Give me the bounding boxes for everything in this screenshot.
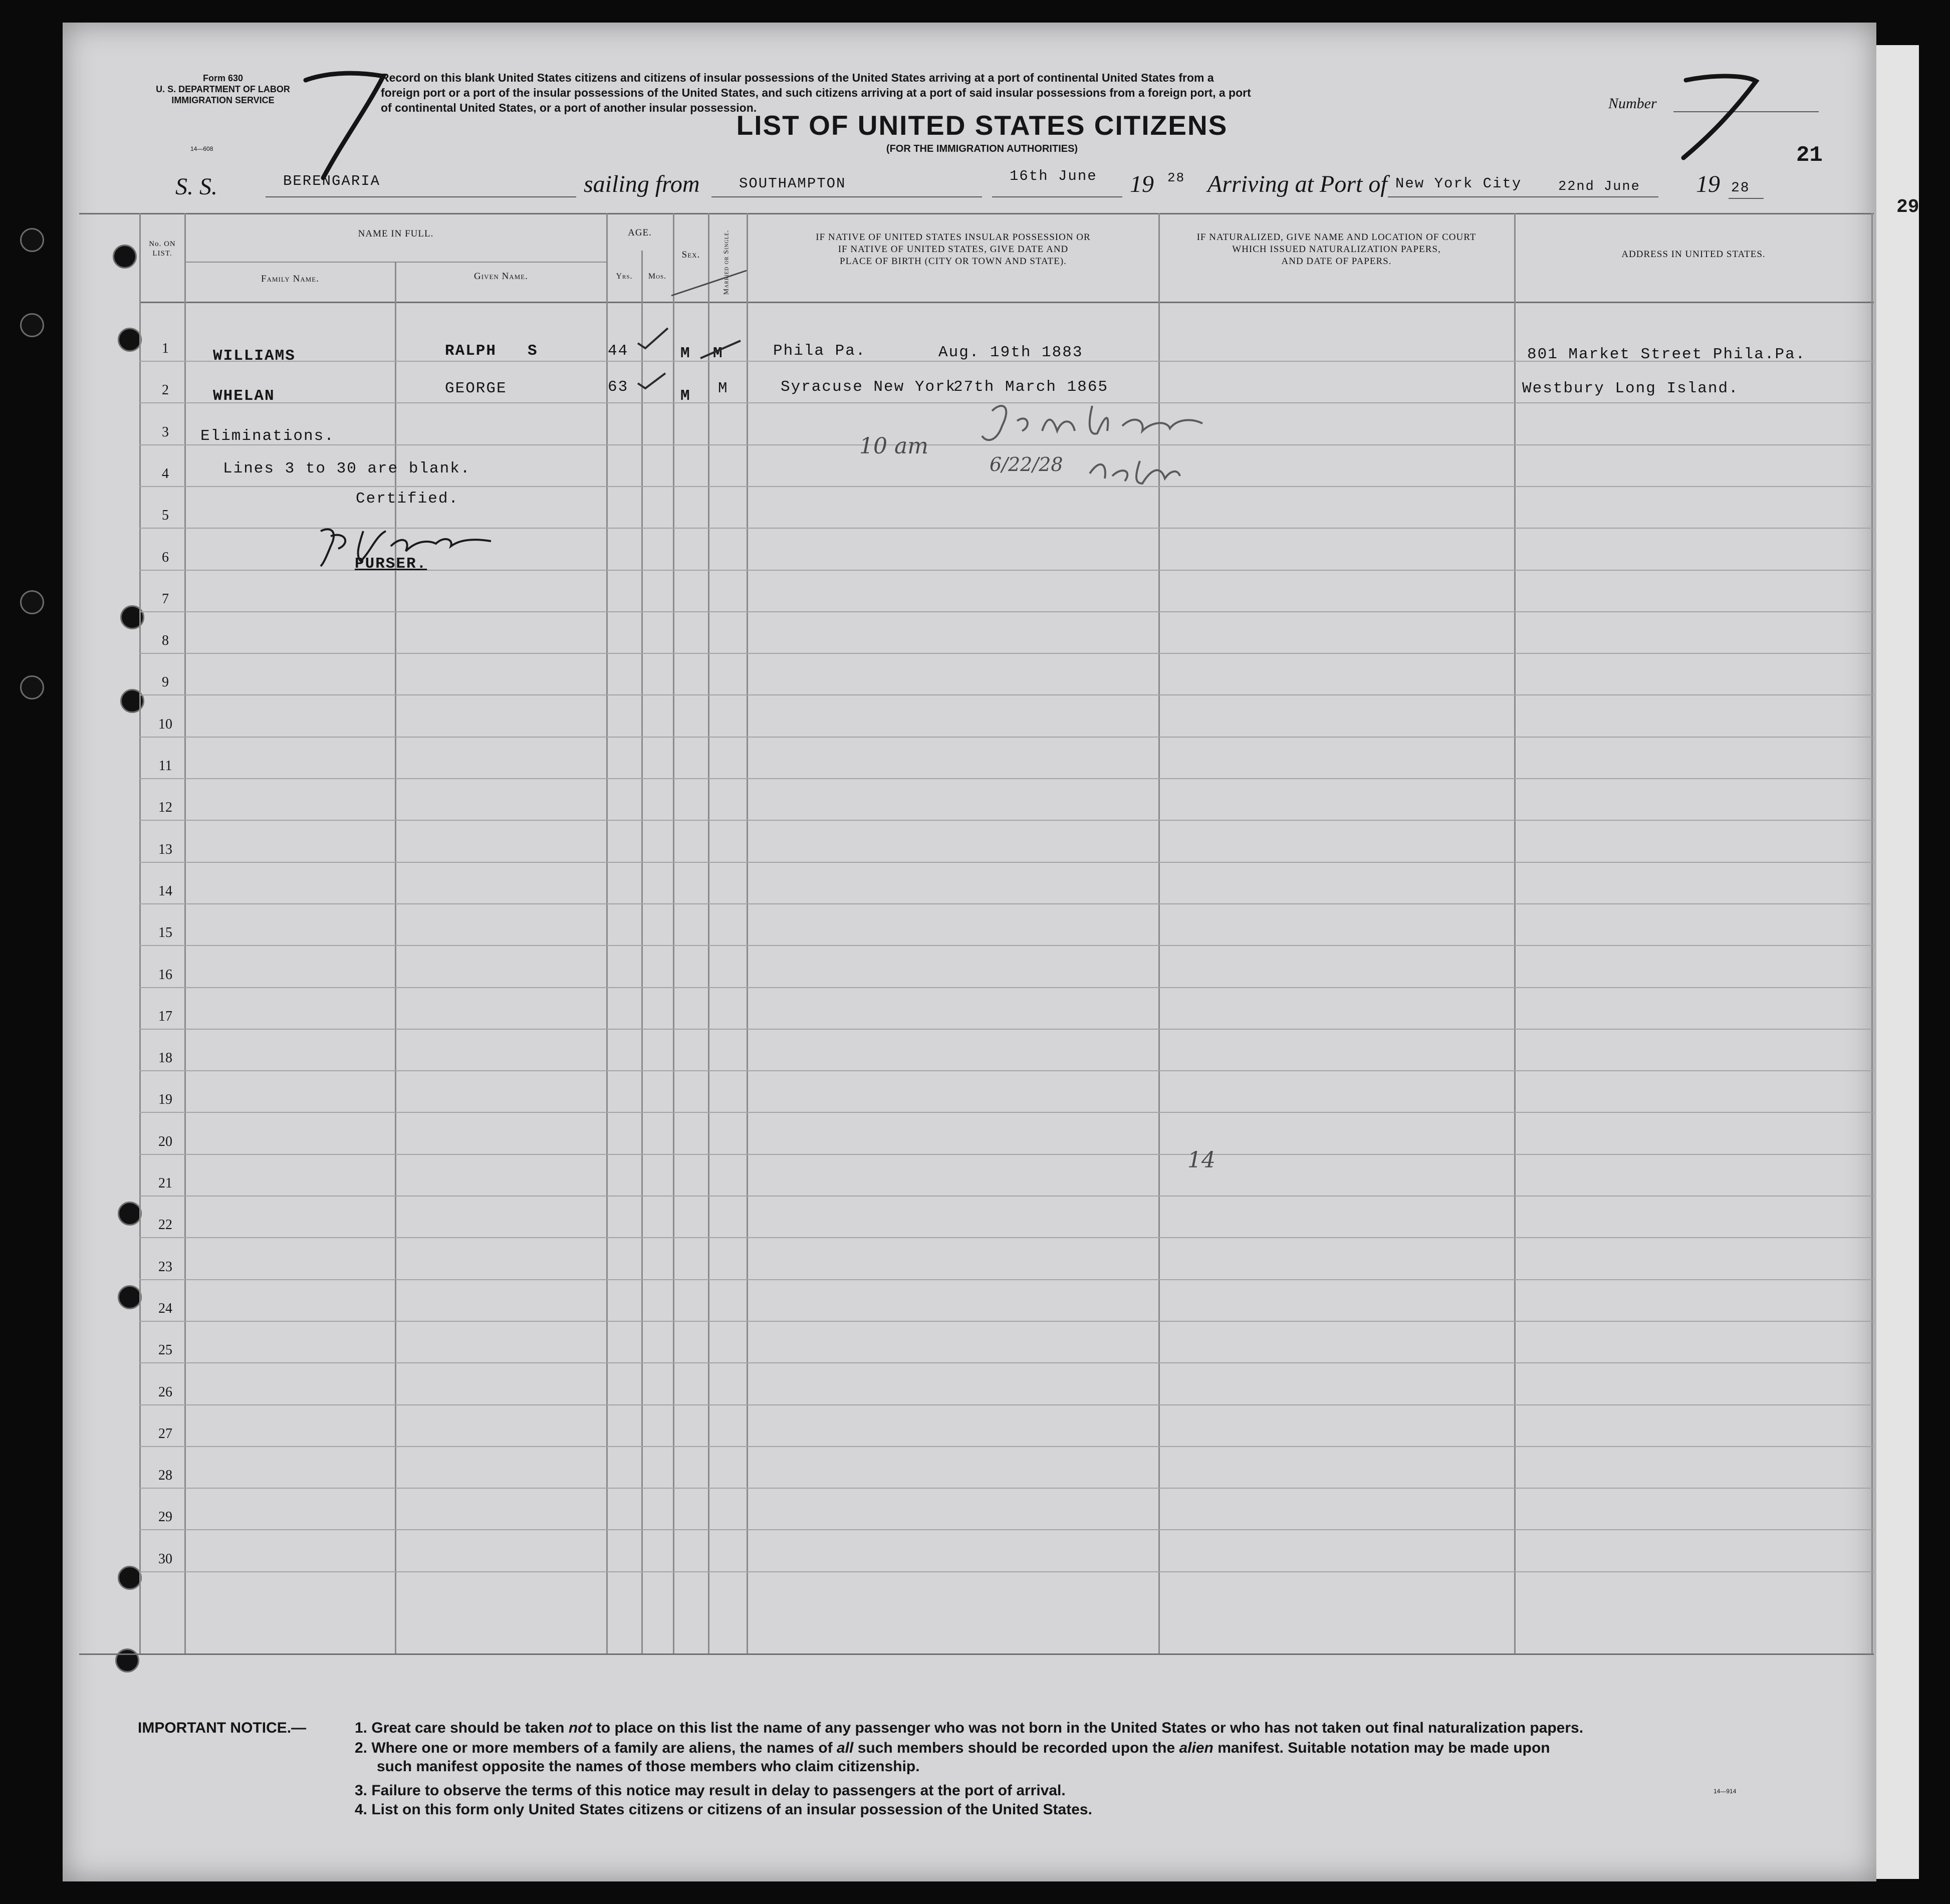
notice-text: 2. Where one or more members of a family are aliens, the names of [355,1740,837,1756]
row-number: 21 [158,1175,172,1191]
row-number: 4 [162,466,169,482]
departure-year-prefix: 19 [1130,171,1154,197]
row-number: 20 [158,1134,172,1149]
form-instructions [381,70,1533,115]
service-name: IMMIGRATION SERVICE [171,95,275,105]
time-note: 10 am [859,433,928,459]
passenger-2-birth-date[interactable]: 27th March 1865 [953,378,1109,396]
form-subtitle: (FOR THE IMMIGRATION AUTHORITIES) [886,143,1078,154]
instruction-line: Record on this blank United States citizens and citizens of insular possessions of the United States arriving at a port of continental United States from a [381,71,1214,84]
row-rule [139,1404,1874,1405]
row-rule [139,1488,1874,1489]
row-rule [139,1446,1874,1447]
form-print-code: 14—608 [190,145,213,152]
header-naturalized-line: IF NATURALIZED, GIVE NAME AND LOCATION OF COURT [1196,232,1477,243]
row-number: 24 [158,1301,172,1316]
row-number: 16 [158,967,172,983]
notice-item-2 [355,1739,1550,1757]
row-number: 1 [162,341,169,356]
header-bottom-rule [139,302,1874,303]
binder-hole [20,228,44,252]
passenger-2-sex[interactable]: M [680,387,691,405]
certified-note: Certified. [356,490,459,508]
row-number: 19 [158,1092,172,1107]
header-native-line: IF NATIVE OF UNITED STATES INSULAR POSSESSION OR [816,232,1091,243]
passenger-2-age[interactable]: 63 [608,378,629,396]
notice-text: manifest. Suitable notation may be made upon [1213,1740,1550,1756]
binder-hole [118,1285,142,1309]
table-top-rule [79,213,1874,214]
column-divider [606,213,608,1653]
column-divider [1514,213,1516,1653]
row-rule [139,1571,1874,1572]
notice-text: such members should be recorded upon the [853,1740,1179,1756]
passenger-2-married[interactable]: M [718,380,728,397]
passenger-1-middle-initial[interactable]: S [528,342,538,360]
column-divider [673,213,674,1653]
department-name: U. S. DEPARTMENT OF LABOR [156,84,290,94]
header-family-name: Family Name. [261,274,319,284]
purser-title: PURSER. [355,555,427,573]
mid-page-number: 14 [1187,1147,1215,1173]
row-number: 14 [158,883,172,899]
notice-label: IMPORTANT NOTICE.— [138,1720,307,1736]
passenger-2-address[interactable]: Westbury Long Island. [1522,380,1739,397]
row-number: 11 [158,758,172,774]
row-rule [139,903,1874,904]
row-number: 28 [158,1468,172,1483]
notice-emphasis: alien [1179,1740,1213,1756]
purser-signature [311,516,501,571]
header-age: AGE. [628,227,652,238]
binder-hole [113,245,137,269]
header-age-years: Yrs. [616,272,633,281]
arrival-year-underline [1729,198,1764,199]
passenger-2-birth-place[interactable]: Syracuse New York [781,378,956,396]
row-number: 10 [158,717,172,732]
row-rule [139,486,1874,487]
header-native [749,231,1157,268]
row-rule [139,1029,1874,1030]
row-number: 13 [158,842,172,857]
arrival-port[interactable]: New York City [1395,175,1522,192]
row-number: 6 [162,550,169,565]
ship-underline [266,196,576,197]
binder-hole [20,590,44,614]
passenger-1-married[interactable]: M [713,345,723,362]
notice-emphasis: not [568,1720,592,1736]
header-naturalized-line: AND DATE OF PAPERS. [1281,256,1392,267]
row-number: 3 [162,424,169,440]
header-naturalized-line: WHICH ISSUED NATURALIZATION PAPERS, [1232,244,1441,255]
row-number: 18 [158,1050,172,1066]
column-divider [708,213,709,1653]
ss-label: S. S. [175,173,217,200]
row-rule [139,737,1874,738]
arriving-label: Arriving at Port of [1207,171,1387,197]
binder-hole [118,1566,142,1590]
row-rule [139,1237,1874,1238]
row-number: 29 [158,1509,172,1525]
table-bottom-rule [79,1653,1874,1655]
header-age-months: Mos. [648,272,667,281]
header-naturalized [1160,231,1513,268]
row-rule [139,611,1874,612]
row-rule [139,1362,1874,1363]
passenger-1-birth-place[interactable]: Phila Pa. [773,342,866,360]
row-number: 30 [158,1551,172,1567]
arrival-date[interactable]: 22nd June [1558,179,1640,194]
header-address: ADDRESS IN UNITED STATES. [1621,249,1766,260]
row-number: 5 [162,508,169,523]
notice-item-4: 4. List on this form only United States citizens or citizens of an insular possession of the United States. [355,1801,1092,1818]
eliminations-note: Eliminations. [200,427,335,445]
binder-hole [115,1648,139,1673]
passenger-2-family-name[interactable]: WHELAN [213,387,275,405]
column-divider [747,213,748,1653]
row-rule [139,1321,1874,1322]
instruction-line: of continental United States, or a port of another insular possession. [381,101,757,114]
blank-lines-note: Lines 3 to 30 are blank. [223,460,471,478]
binder-hole [118,1202,142,1226]
header-native-line: PLACE OF BIRTH (CITY OR TOWN AND STATE). [840,256,1067,267]
notice-item-2-continued: such manifest opposite the names of those members who claim citizenship. [377,1758,920,1775]
inspector-date: 6/22/28 [990,453,1063,475]
binder-hole [20,313,44,337]
row-number: 17 [158,1009,172,1024]
departure-date-underline [992,196,1122,197]
row-number: 25 [158,1342,172,1358]
passenger-1-given-name[interactable]: RALPH [445,342,497,360]
form-title: LIST OF UNITED STATES CITIZENS [736,110,1228,141]
footer-print-code: 14—914 [1714,1788,1737,1795]
passenger-1-birth-date[interactable]: Aug. 19th 1883 [938,344,1083,361]
notice-text: to place on this list the name of any passenger who was not born in the United States or who has not taken out final naturalization papers. [592,1720,1584,1736]
row-number: 27 [158,1426,172,1442]
departure-date[interactable]: 16th June [1010,168,1097,184]
arrival-year[interactable]: 28 [1731,180,1750,196]
row-number: 7 [162,591,169,607]
row-number: 22 [158,1217,172,1233]
age-check-marks [635,326,746,401]
row-number: 9 [162,674,169,690]
departure-year[interactable]: 28 [1167,170,1185,185]
instruction-line: foreign port or a port of the insular possessions of the United States, and such citizens arriving at a port of said insular possessions from a foreign port, a port [381,86,1251,99]
arrival-year-prefix: 19 [1696,171,1720,197]
row-number: 23 [158,1259,172,1275]
notice-item-3: 3. Failure to observe the terms of this notice may result in delay to passengers at the port of arrival. [355,1782,1066,1799]
row-rule [139,1070,1874,1071]
margin-page-number: 29 [1896,196,1919,218]
page-number: 21 [1796,143,1823,168]
form-id-block [150,73,296,106]
passenger-1-family-name[interactable]: WILLIAMS [213,347,296,365]
table-right-border [1871,213,1873,1653]
header-native-line: IF NATIVE OF UNITED STATES, GIVE DATE AND [838,244,1069,255]
passenger-1-sex[interactable]: M [680,345,691,362]
header-check-mark [666,266,752,306]
passenger-1-age[interactable]: 44 [608,342,629,360]
row-rule [139,1279,1874,1280]
row-rule [139,945,1874,946]
inspector-initials [1085,453,1185,489]
column-divider [139,213,141,1653]
notice-text: 1. Great care should be taken [355,1720,569,1736]
row-number: 12 [158,800,172,815]
sailing-from-label: sailing from [584,171,700,197]
form-number: Form 630 [202,73,243,83]
binder-hole [118,328,142,352]
row-rule [139,1529,1874,1530]
row-rule [139,694,1874,695]
header-name-in-full: NAME IN FULL. [358,228,434,239]
header-married-wrapper [722,215,730,295]
inspector-signature [972,396,1212,451]
row-number: 8 [162,633,169,648]
header-no-on-list: No. ON LIST. [149,240,176,258]
passenger-2-given-name[interactable]: GEORGE [445,380,507,397]
header-given-name: Given Name. [474,271,528,282]
header-married-or-single: Married or Single. [722,229,730,295]
row-rule [139,1112,1874,1113]
header-sex: Sex. [681,250,700,260]
departure-port-underline [711,196,982,197]
ship-name[interactable]: BERENGARIA [283,173,381,189]
column-divider [641,251,643,1653]
handwritten-seven-corner [1671,65,1771,165]
row-rule [139,653,1874,654]
row-rule [139,862,1874,863]
notice-item-1 [355,1719,1583,1737]
row-rule [139,820,1874,821]
arrival-port-underline [1388,196,1658,197]
row-rule [139,778,1874,779]
departure-port[interactable]: SOUTHAMPTON [739,175,846,192]
row-number: 2 [162,382,169,398]
notice-emphasis: all [837,1740,854,1756]
binder-hole [20,675,44,699]
row-rule [139,987,1874,988]
handwritten-seven-mark [296,65,391,185]
row-number: 15 [158,925,172,940]
passenger-1-address[interactable]: 801 Market Street Phila.Pa. [1527,346,1806,363]
number-label: Number [1608,95,1657,112]
row-number: 26 [158,1384,172,1400]
row-rule [139,1154,1874,1155]
row-rule [139,1196,1874,1197]
